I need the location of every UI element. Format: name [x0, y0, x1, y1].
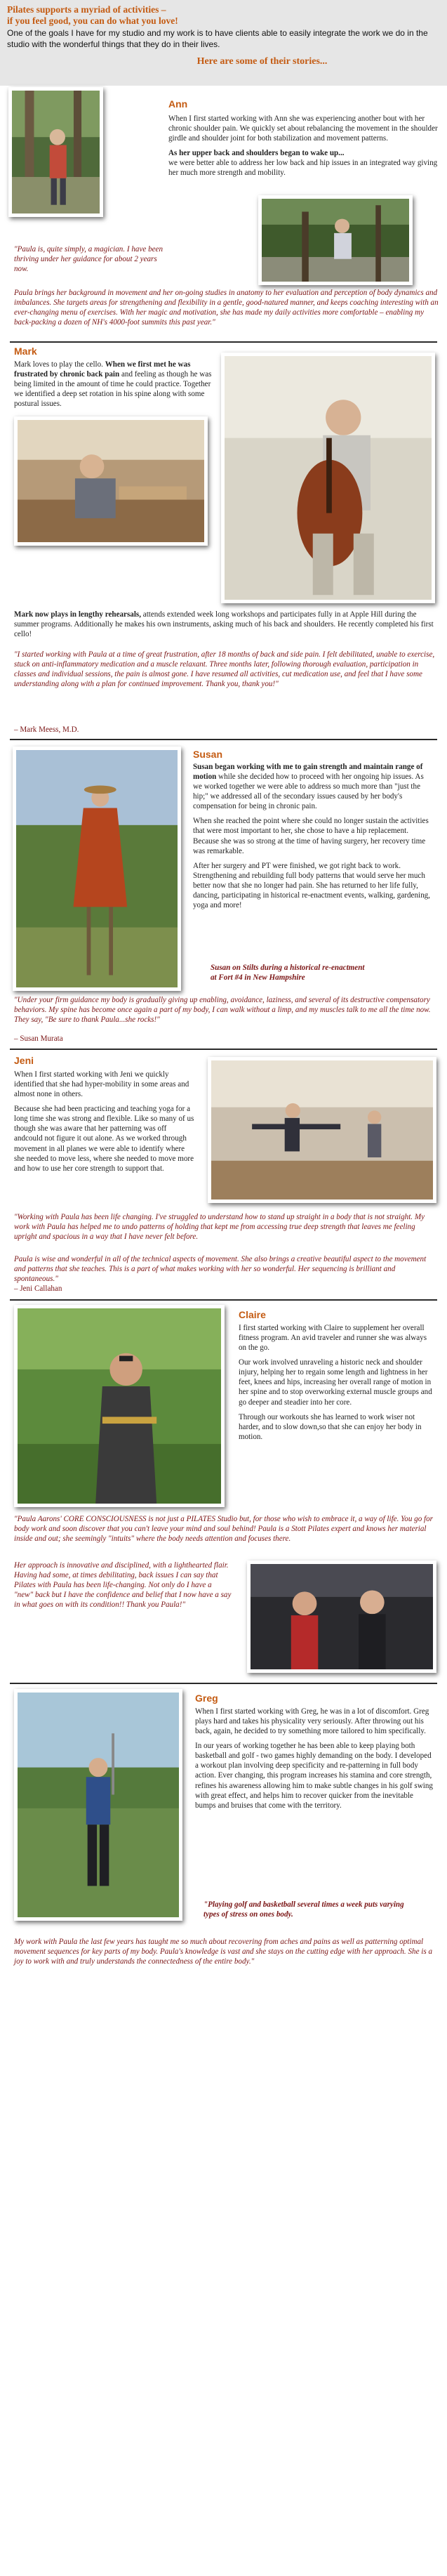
jeni-quote2: Paula is wise and wonderful in all of the technical aspects of movement. She also brings a creative beautiful aspect to the movement and patterns that she teaches. This is a part of what makes working with her so wonderful. Her sequencing is brilliant and spontaneous."	[14, 1255, 427, 1284]
separator	[10, 1683, 437, 1684]
mark-para1-a: Mark loves to play the cello.	[14, 360, 105, 369]
separator	[10, 1299, 437, 1301]
mark-para1	[14, 360, 214, 409]
separator	[10, 1049, 437, 1050]
susan-stilts-photo	[13, 747, 181, 991]
mark-name: Mark	[14, 346, 37, 357]
jeni-para2: Because she had been practicing and teaching yoga for a long time she was strong and flexible. Like so many of us though she was aware that her patterning was off andcould not figure it out alone. As we worked through movement in all planes we were able to identify where she needed to move less, where she needed to move more and how to use her core strength to support that.	[14, 1105, 194, 1173]
greg-para1: When I first started working with Greg, he was in a lot of discomfort. Greg plays hard and takes his physicality very seriously. After throwing out his back, again, he decided to try something more tailored to him specifically.	[195, 1707, 429, 1736]
greg-caption: "Playing golf and basketball several times a week puts varying types of stress on ones body.	[204, 1900, 404, 1919]
ann-para2-lead: As her upper back and shoulders began to wake up...	[168, 149, 345, 158]
ann-story	[168, 114, 439, 178]
header-intro: One of the goals I have for my studio and my work is to have clients able to easily integrate the work we do in the studio with the wonderful things that they do in their lives.	[7, 28, 428, 49]
ann-hiking-photo	[8, 87, 103, 217]
susan-caption: Susan on Stilts during a historical re-enactment at Fort #4 in New Hampshire	[211, 964, 365, 982]
ann-para2-body: we were better able to address her low back and hip issues in an integrated way giving her much more strength and mobility.	[168, 159, 438, 178]
mark-para2-a: Mark now plays in lengthy rehearsals,	[14, 610, 142, 619]
separator	[10, 739, 437, 740]
claire-name: Claire	[239, 1309, 266, 1320]
susan-name: Susan	[193, 749, 223, 760]
claire-friends-photo	[247, 1560, 436, 1673]
claire-para3: Through our workouts she has learned to work wiser not harder, and to slow down,so that she can enjoy her body in motion.	[239, 1412, 422, 1441]
ann-quote-short: "Paula is, quite simply, a magician. I have been thriving under her guidance for about 2 years now.	[14, 245, 164, 274]
mark-quote: "I started working with Paula at a time of great frustration, after 18 months of back and side pain. I felt debilitated, unable to exercise, stuck on anti-inflammatory medication and a muscle relaxant. Three months later, following thorough evaluation, participation in classes and individual sessions, the pain is almost gone. I have resumed all activities, cut medication use, and feel that I have some understanding along with a plan for continued improvement. Thank you, thank you!"	[14, 650, 435, 689]
stories-heading: Here are some of their stories...	[196, 56, 328, 67]
ann-para2	[168, 148, 439, 178]
mark-para2-b: attends extended week long workshops and participates fully in at Apple Hill during the summer programs. Additionally he makes his own instruments, asking much of his back and shoulders. He recently completed his first cello!	[14, 610, 434, 639]
claire-para2: Our work involved unraveling a historic neck and shoulder injury, helping her to regain some length and lightness in her feet, knees and hips, increasing her overall range of motion in her spine and to stop overworking external muscle groups and go deeper and steadier into her core.	[239, 1358, 432, 1407]
claire-story	[239, 1323, 435, 1442]
ann-para1: When I first started working with Ann she was experiencing another bout with her chronic shoulder pain. We quickly set about rebalancing the movement in the shoulder girdle and shoulder joint for both stabilization and movement patterns.	[168, 114, 438, 143]
mark-cello-photo	[221, 353, 435, 603]
jeni-story	[14, 1070, 196, 1174]
susan-para1-body: while she decided how to proceed with her ongoing hip issues. As we worked together we were able to address so much more than "just the hip;" we addressed all of the secondary issues caused by her body's compensation for being in chronic pain.	[193, 773, 424, 811]
mark-workshop-photo	[14, 416, 208, 546]
ann-name: Ann	[168, 98, 188, 110]
header-title-line2: if you feel good, you can do what you love!	[7, 15, 178, 27]
susan-para1	[193, 762, 432, 811]
claire-garden-photo	[14, 1305, 225, 1507]
claire-para1: I first started working with Claire to supplement her overall fitness program. An avid traveler and runner she was always on the go.	[239, 1324, 427, 1353]
jeni-quote1: "Working with Paula has been life changing. I've struggled to understand how to stand up straight in a body that is not straight. My work with Paula has helped me to undo patterns of holding that kept me from accessing true deep strength that leaves me feeling upright and spacious in a way that I have never felt before.	[14, 1213, 425, 1242]
susan-story	[193, 762, 432, 910]
susan-para1-lead: Susan began working with me to gain strength and maintain range of motion	[193, 763, 423, 782]
header-banner	[0, 0, 447, 86]
claire-quote2: Her approach is innovative and disciplined, with a lighthearted flair. Having had some, at times debilitating, back issues I can say that Pilates with Paula has been life-changing. Not only do I have a "new" back but I have the confidence and belief that I now have a say in what goes on with its condition!! Thank you Paula!"	[14, 1561, 232, 1610]
greg-para2: In our years of working together he has been able to keep playing both basketball and golf - two games highly demanding on the body. I developed a workout plan involving deep specificity and re-patterning in full body action. Ever changing, this program increases his stamina and core strength, refines his awareness allowing him to make subtle changes in his golf swing with great effect, and helps him to recover quicker from the inevitable bumps and bruises that come with the territory.	[195, 1742, 433, 1810]
separator	[10, 341, 437, 343]
jeni-name: Jeni	[14, 1055, 34, 1066]
mark-para1-b: When we first met he was frustrated by chronic back pain	[14, 360, 191, 379]
mark-para2	[14, 610, 435, 639]
ann-quote-long: Paula brings her background in movement and her on-going studies in anatomy to her evaluation and perception of body dynamics and imbalances. She targets areas for strengthening and flexibility in a gentle, good-natured manner, and keeps coaching interesting with an ever-changing menu of exercises. With her magic and motivation, she has made my daily activities more comfortable – enabling my back-packing a dozen of NH's 4000-foot summits this past year."	[14, 289, 439, 327]
susan-para2: When she reached the point where she could no longer sustain the activities that were most important to her, she chose to have a hip replacement. Because she was so strong at the time of having surgery, her recovery time was remarkable.	[193, 817, 429, 855]
claire-quote1: "Paula Aarons' CORE CONSCIOUSNESS is not just a PILATES Studio but, for those who wish to embrace it, a way of life. You go for body work and soon discover that you can't leave your mind and soul behind! Paula is a Stott Pilates expert and knows her material inside and out; she seemingly "intuits" where the body needs attention and focuses there.	[14, 1515, 433, 1544]
greg-name: Greg	[195, 1693, 218, 1704]
jeni-para1: When I first started working with Jeni we quickly identified that she had hyper-mobility in some areas and almost none in others.	[14, 1070, 189, 1099]
susan-signature: – Susan Murata	[14, 1034, 63, 1043]
jeni-yoga-photo	[208, 1057, 436, 1203]
greg-story	[195, 1707, 435, 1811]
mark-signature: – Mark Meess, M.D.	[14, 725, 79, 734]
ann-summit-photo	[258, 195, 413, 285]
mark-para1-c: and feeling as though he was being limited in the amount of time he could practice. Together we identified a deep set rotation in his spine along with some postural issues.	[14, 370, 212, 409]
greg-golf-photo	[14, 1689, 182, 1921]
header-title-line1: Pilates supports a myriad of activities –	[7, 4, 166, 15]
susan-para3: After her surgery and PT were finished, we got right back to work. Strengthening and rebuilding full body patterns that would serve her much better now that she no longer had pain. She has returned to her life fully, dancing, participating in historical re-enactment events, walking, gardening, yoga and more!	[193, 861, 430, 910]
greg-quote: My work with Paula the last few years has taught me so much about recovering from aches and pains as well as patterning optimal movement sequences for key parts of my body. Paula's knowledge is vast and she stays on the cutting edge with her approach. She is a joy to work with and truly understands the connectedness of the entire body."	[14, 1938, 432, 1966]
jeni-signature: – Jeni Callahan	[14, 1284, 62, 1293]
susan-quote: "Under your firm guidance my body is gradually giving up enabling, avoidance, laziness, and several of its destructive compensatory behaviors. My spine has become once again a part of my body, I can walk without a limp, and my muscles talk to me all the time now. They say, "Be sure to thank Paula...she rocks!"	[14, 996, 431, 1025]
